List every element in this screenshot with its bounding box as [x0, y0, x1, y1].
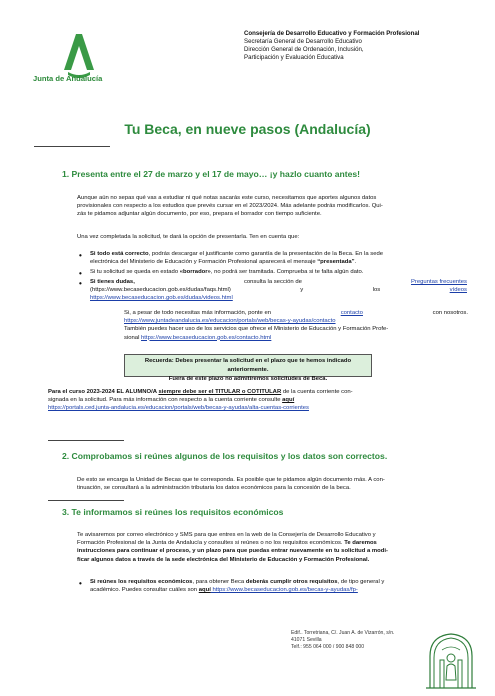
footer-line3: Telf.: 955 064 000 / 900 848 000 — [291, 644, 365, 651]
section3-line4: ficar algunos datos a través de la sede electrónica del Ministerio de Educación y Formación Profesional. — [77, 556, 370, 563]
ministry-contact-url[interactable]: https://www.becaseducacion.gob.es/contacto.html — [141, 334, 272, 341]
section3-heading: 3. Te informamos si reúnes los requisitos económicos — [62, 507, 284, 517]
requirements-url[interactable]: https://www.becaseducacion.gob.es/becas-y-ayudas/fp- — [210, 587, 358, 594]
account-text2: signada en la solicitud. Para más información con respecto a la cuenta corriente consulte — [48, 397, 283, 404]
faq-link[interactable]: Preguntas frecuentes — [410, 279, 467, 285]
dudas-label: Si tienes dudas, — [90, 279, 135, 285]
org-line2: Secretaría General de Desarrollo Educativo — [244, 38, 362, 46]
faq-url[interactable]: (https://www.becaseducacion.gob.es/dudas/faqs.html) — [90, 287, 231, 294]
andalucia-seal-icon — [420, 630, 482, 692]
contact-link[interactable]: contacto — [340, 310, 363, 316]
section2-line2: tinuación, se consultará a la administración tributaria los datos económicos para la concesión de la beca. — [77, 485, 351, 492]
ministry-text: También puedes hacer uso de los servicios que ofrece el Ministerio de Educación y Formación Profe- — [124, 326, 389, 333]
account-block — [48, 388, 473, 413]
section3-bullet1 — [90, 578, 384, 594]
section3-body — [77, 531, 388, 564]
borrador-label: «borrador» — [179, 269, 211, 275]
intro-line2: provisionales con respecto a los estudios que prevés cursar en el 2023/2024. Más adelante podrás modificarlos. Qui- — [77, 203, 383, 210]
los-text: los — [372, 287, 381, 294]
course-label: Para el curso 2023-2024 EL ALUMNO/A — [48, 389, 159, 395]
requirements-aqui-link[interactable]: aquí — [198, 587, 211, 594]
notice-line1: Recuerda: Debes presentar la solicitud en el plazo que te hemos indicado anteriormente. — [144, 358, 352, 373]
footer-line2: 41071 Sevilla — [291, 637, 322, 644]
footer-line1: Edif.. Torretriana, C/. Juan A. de Vizarrón, s/n. — [291, 630, 395, 636]
bullet2-rest: , no podrá ser tramitada. Comprueba si te falta algún dato. — [210, 269, 364, 275]
videos-link[interactable]: vídeos — [449, 287, 467, 294]
bullet1-line2: electrónica del Ministerio de Educación y Formación Profesional aparecerá el mensaje — [90, 259, 318, 266]
intro-line3: zás te pidamos adjuntar algún documento, por eso, prepara el borrador con tiempo suficiente. — [77, 211, 322, 218]
bullet: • — [79, 279, 82, 288]
section3-line2: Formación Profesional de la Junta de Andalucía y consultes si reúnes o no los requisitos económicos. — [77, 540, 345, 547]
section1-intro — [77, 194, 467, 219]
divider — [48, 500, 124, 501]
ministry-text-end: sional — [124, 334, 142, 341]
bullet1-text: , podrás descargar el justificante como garantía de la presentación de la Beca. En la sede — [148, 251, 384, 257]
account-text: de la cuenta corriente con- — [281, 389, 353, 395]
divider — [48, 440, 124, 441]
org-line4: Participación y Evaluación Educativa — [244, 54, 344, 62]
contact-block — [124, 309, 468, 342]
divider — [34, 146, 110, 147]
notice-line2: Fuera de este plazo no admitiremos solicitudes de Beca. — [168, 376, 328, 382]
org-header — [244, 30, 484, 62]
academic-text: académico. Puedes consultar cuáles son — [90, 587, 199, 594]
contact-url[interactable]: https://www.juntadeandalucia.es/educacion/portals/web/becas-y-ayudas/contacto — [124, 318, 336, 325]
other-requirements-label: deberás cumplir otros requisitos — [245, 579, 338, 585]
y-text: y — [300, 287, 304, 294]
org-line3: Dirección General de Ordenación, Inclusión, — [244, 46, 364, 54]
titular-label: siempre debe ser el TITULAR o COTITULAR — [158, 389, 282, 395]
consulta-text: consulta la sección de — [243, 279, 302, 285]
section1-heading: 1. Presenta entre el 27 de marzo y el 17 de mayo… ¡y hazlo cuanto antes! — [62, 169, 361, 179]
bullet1-end: . — [354, 259, 357, 266]
requirements-type-text: , de tipo general y — [337, 579, 385, 585]
intro-line1: Aunque aún no sepas qué vas a estudiar ni qué notas sacarás este curso, necesitamos que aportes algunos datos — [77, 195, 377, 201]
economic-requirements-label: Si reúnes los requisitos económicos — [90, 579, 193, 585]
bullet1-bold: Si todo está correcto — [90, 251, 149, 257]
page-title: Tu Beca, en nueve pasos (Andalucía) — [124, 121, 371, 137]
beca-text: , para obtener Beca — [192, 579, 246, 585]
section3-line3: instrucciones para continuar el proceso, y un plazo para que puedas entrar nuevamente en tu solicitud a modi- — [77, 548, 388, 555]
videos-url[interactable]: https://www.becaseducacion.gob.es/dudas/videos.html — [90, 295, 233, 302]
section2-heading: 2. Comprobamos si reúnes algunos de los requisitos y los datos son correctos. — [62, 451, 388, 461]
presentada-label: “presentada” — [317, 259, 355, 266]
account-aqui-link[interactable]: aquí — [282, 397, 295, 404]
instructions-label: Te daremos — [344, 540, 377, 547]
org-line1: Consejería de Desarrollo Educativo y Formación Profesional — [244, 30, 420, 37]
bullet1 — [90, 250, 470, 266]
section2-line1: De esto se encarga la Unidad de Becas que te corresponda. Es posible que te pidamos algún documento más. A con- — [77, 477, 385, 483]
contact-text: Si, a pesar de todo necesitas más información, ponte en — [124, 310, 272, 316]
bullet: • — [79, 579, 82, 588]
once-line: Una vez completada la solicitud, te dará la opción de presentarla. Ten en cuenta que: — [77, 234, 300, 240]
section2-body — [77, 476, 385, 492]
bullet2-text: Si tu solicitud se queda en estado — [90, 269, 180, 275]
notice-box — [124, 354, 372, 382]
footer-address — [291, 630, 394, 652]
contact-text-end: con nosotros. — [432, 310, 468, 316]
bullet: • — [79, 251, 82, 260]
section3-line1: Te avisaremos por correo electrónico y SMS para que entres en la web de la Consejería de Desarrollo Educativo y — [77, 532, 376, 538]
bullet2 — [90, 268, 363, 276]
logo-text: Junta de Andalucía — [33, 74, 103, 83]
bullet3 — [90, 278, 470, 303]
bullet: • — [79, 269, 82, 278]
account-url[interactable]: https://portals.ced.junta-andalucia.es/educacion/portals/web/becas-y-ayudas/alta-cuentas-corrientes — [48, 405, 309, 412]
